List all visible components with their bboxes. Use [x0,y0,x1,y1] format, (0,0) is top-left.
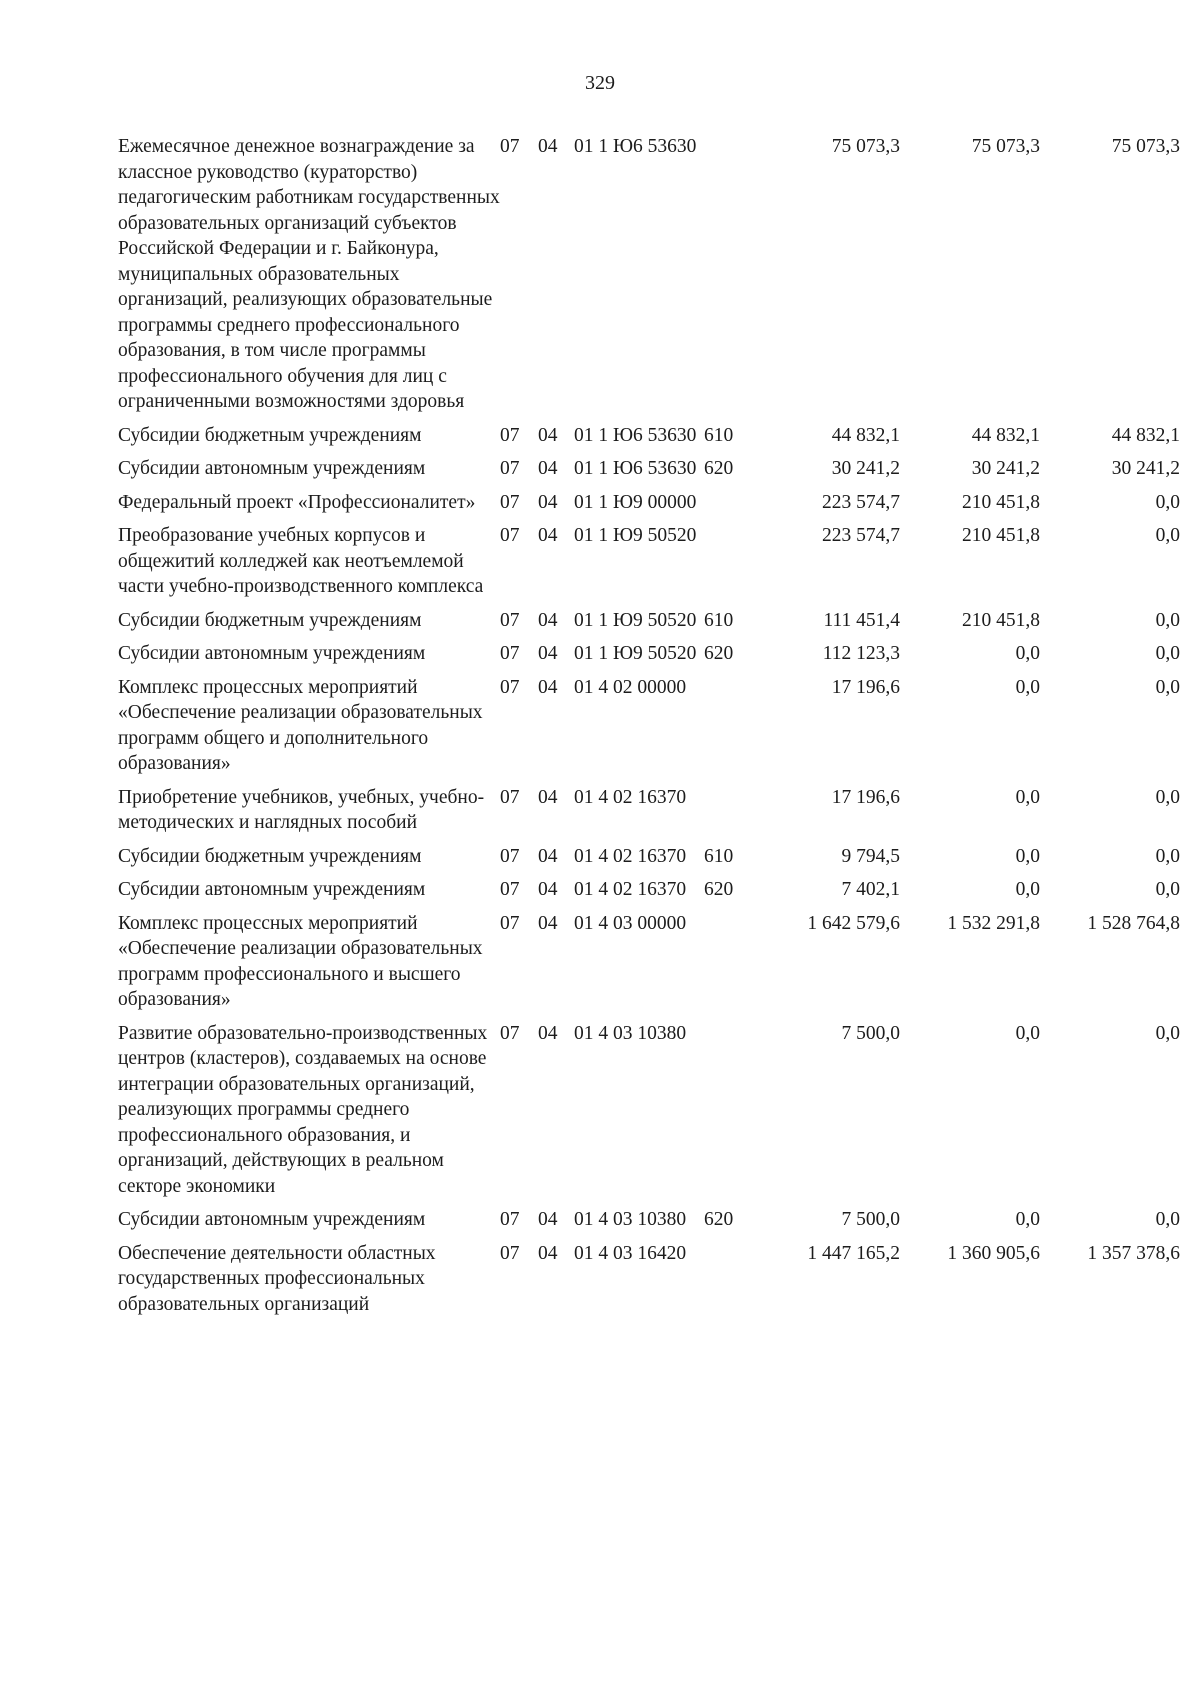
subsection-code: 04 [538,912,558,934]
subsection-code: 04 [538,491,558,513]
row-name: Преобразование учебных корпусов и общежитий колледжей как неотъемлемой части учебно-производственного комплекса [118,525,484,597]
section-code: 07 [500,525,520,546]
expense-type-code [704,523,750,608]
amount-year-3: 0,0 [1155,609,1180,631]
expense-type-code [704,1241,750,1326]
expense-type-code [704,134,750,423]
amount-year-3: 0,0 [1155,643,1180,664]
table-row [118,641,1180,675]
table-row [118,490,1180,524]
page-number: 329 [585,72,615,94]
amount-year-2: 0,0 [1015,879,1040,900]
amount-year-1: 112 123,3 [822,643,900,664]
target-article-code: 01 4 02 00000 [574,676,687,698]
amount-year-2: 30 241,2 [971,458,1040,479]
amount-year-2: 1 532 291,8 [947,912,1040,934]
subsection-code: 04 [538,879,558,900]
target-article-code: 01 4 03 16420 [574,1242,687,1264]
table-row [118,877,1180,911]
amount-year-1: 7 500,0 [841,1209,900,1230]
row-name: Субсидии бюджетным учреждениям [118,424,422,446]
amount-year-1: 44 832,1 [831,424,900,446]
table-row [118,134,1180,423]
amount-year-3: 0,0 [1155,1022,1180,1044]
target-article-code: 01 4 02 16370 [574,786,687,808]
row-name: Субсидии автономным учреждениям [118,879,426,900]
amount-year-2: 0,0 [1015,845,1040,867]
amount-year-3: 75 073,3 [1111,136,1180,157]
table-row [118,1241,1180,1326]
target-article-code: 01 1 Ю6 53630 [574,424,697,446]
amount-year-3: 0,0 [1155,491,1180,513]
amount-year-1: 17 196,6 [831,786,900,808]
target-article-code: 01 1 Ю6 53630 [574,458,697,479]
amount-year-1: 7 402,1 [841,879,900,900]
amount-year-3: 1 357 378,6 [1087,1242,1180,1264]
subsection-code: 04 [538,845,558,867]
subsection-code: 04 [538,1242,558,1264]
amount-year-3: 0,0 [1155,1209,1180,1230]
row-name: Ежемесячное денежное вознаграждение за классное руководство (кураторство) педагогическим работникам государственных образовательных организаций субъектов Российской Федерации и г. Байконура, муниципальных образовательных организаций, реализующих образовательные программы среднего профессионального образования, в том числе программы профессионального обучения для лиц с ограниченными возможностями здоровья [118,136,500,412]
expense-type-code [704,785,750,844]
budget-table-body [118,134,1180,1325]
expense-type-code [704,911,750,1021]
amount-year-3: 0,0 [1155,879,1180,900]
amount-year-2: 210 451,8 [962,609,1040,631]
section-code: 07 [500,424,520,446]
row-name: Федеральный проект «Профессионалитет» [118,491,476,513]
amount-year-3: 30 241,2 [1111,458,1180,479]
row-name: Развитие образовательно-производственных центров (кластеров), создаваемых на основе интеграции образовательных организаций, реализующих программы среднего профессионального образования, и организаций, действующих в реальном секторе экономики [118,1022,488,1197]
amount-year-1: 75 073,3 [831,136,900,157]
amount-year-1: 1 447 165,2 [807,1242,900,1264]
amount-year-1: 7 500,0 [841,1022,900,1044]
amount-year-1: 223 574,7 [822,491,900,513]
budget-table [118,134,1180,1325]
section-code: 07 [500,879,520,900]
row-name: Субсидии автономным учреждениям [118,1209,426,1230]
expense-type-code [704,1021,750,1208]
table-row [118,423,1180,457]
table-row [118,1021,1180,1208]
section-code: 07 [500,786,520,808]
table-row [118,1207,1180,1241]
table-row [118,844,1180,878]
amount-year-2: 0,0 [1015,643,1040,664]
amount-year-1: 17 196,6 [831,676,900,698]
subsection-code: 04 [538,525,558,546]
target-article-code: 01 4 02 16370 [574,879,687,900]
expense-type-code: 620 [704,1209,734,1230]
row-name: Обеспечение деятельности областных государственных профессиональных образовательных организаций [118,1242,436,1315]
subsection-code: 04 [538,643,558,664]
subsection-code: 04 [538,609,558,631]
subsection-code: 04 [538,1209,558,1230]
table-row [118,675,1180,785]
expense-type-code: 610 [704,845,734,867]
expense-type-code: 620 [704,458,734,479]
expense-type-code [704,490,750,524]
amount-year-2: 210 451,8 [962,525,1040,546]
row-name: Комплекс процессных мероприятий «Обеспечение реализации образовательных программ профессионального и высшего образования» [118,912,483,1010]
target-article-code: 01 1 Ю9 50520 [574,643,697,664]
section-code: 07 [500,912,520,934]
row-name: Комплекс процессных мероприятий «Обеспечение реализации образовательных программ общего и дополнительного образования» [118,676,483,774]
expense-type-code: 620 [704,879,734,900]
subsection-code: 04 [538,458,558,479]
table-row [118,523,1180,608]
target-article-code: 01 4 03 10380 [574,1209,687,1230]
target-article-code: 01 4 02 16370 [574,845,687,867]
section-code: 07 [500,136,520,157]
subsection-code: 04 [538,1022,558,1044]
subsection-code: 04 [538,424,558,446]
section-code: 07 [500,491,520,513]
amount-year-2: 0,0 [1015,676,1040,698]
section-code: 07 [500,1209,520,1230]
amount-year-1: 9 794,5 [841,845,900,867]
amount-year-2: 0,0 [1015,1209,1040,1230]
table-row [118,785,1180,844]
amount-year-3: 1 528 764,8 [1087,912,1180,934]
row-name: Субсидии бюджетным учреждениям [118,609,422,631]
row-name: Приобретение учебников, учебных, учебно-методических и наглядных пособий [118,786,485,833]
amount-year-2: 44 832,1 [971,424,1040,446]
target-article-code: 01 1 Ю6 53630 [574,136,697,157]
row-name: Субсидии автономным учреждениям [118,458,426,479]
section-code: 07 [500,1022,520,1044]
table-row [118,456,1180,490]
section-code: 07 [500,1242,520,1264]
target-article-code: 01 4 03 10380 [574,1022,687,1044]
row-name: Субсидии бюджетным учреждениям [118,845,422,867]
expense-type-code: 610 [704,609,734,631]
target-article-code: 01 1 Ю9 50520 [574,525,697,546]
section-code: 07 [500,458,520,479]
amount-year-1: 223 574,7 [822,525,900,546]
target-article-code: 01 4 03 00000 [574,912,687,934]
amount-year-3: 0,0 [1155,676,1180,698]
table-row [118,911,1180,1021]
expense-type-code: 620 [704,643,734,664]
table-row [118,608,1180,642]
expense-type-code [704,675,750,785]
amount-year-1: 30 241,2 [831,458,900,479]
amount-year-2: 0,0 [1015,786,1040,808]
subsection-code: 04 [538,136,558,157]
amount-year-3: 0,0 [1155,786,1180,808]
amount-year-2: 210 451,8 [962,491,1040,513]
section-code: 07 [500,643,520,664]
amount-year-2: 75 073,3 [971,136,1040,157]
amount-year-1: 111 451,4 [823,609,900,631]
amount-year-2: 0,0 [1015,1022,1040,1044]
expense-type-code: 610 [704,424,734,446]
amount-year-3: 0,0 [1155,525,1180,546]
amount-year-3: 44 832,1 [1111,424,1180,446]
section-code: 07 [500,676,520,698]
target-article-code: 01 1 Ю9 50520 [574,609,697,631]
amount-year-1: 1 642 579,6 [807,912,900,934]
amount-year-2: 1 360 905,6 [947,1242,1040,1264]
target-article-code: 01 1 Ю9 00000 [574,491,697,513]
subsection-code: 04 [538,786,558,808]
subsection-code: 04 [538,676,558,698]
amount-year-3: 0,0 [1155,845,1180,867]
section-code: 07 [500,845,520,867]
row-name: Субсидии автономным учреждениям [118,643,426,664]
section-code: 07 [500,609,520,631]
